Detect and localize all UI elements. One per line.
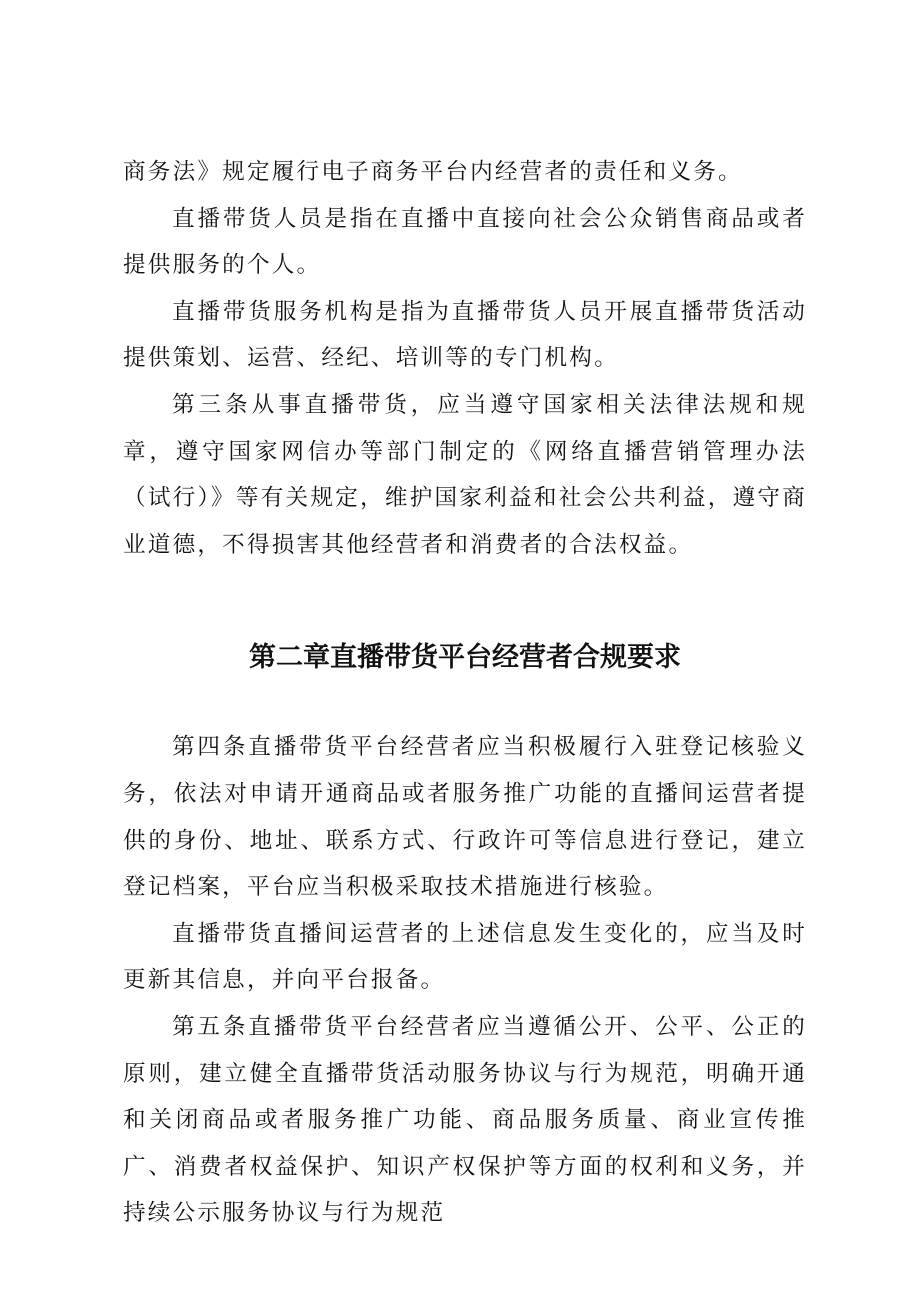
paragraph-info-update: 直播带货直播间运营者的上述信息发生变化的，应当及时更新其信息，并向平台报备。 <box>123 920 807 994</box>
chapter-title: 第二章直播带货平台经营者合规要求 <box>249 642 681 674</box>
paragraph-service-agency: 直播带货服务机构是指为直播带货人员开展直播带货活动提供策划、运营、经纪、培训等的专门机构。 <box>123 298 807 372</box>
paragraph-livestream-personnel: 直播带货人员是指在直播中直接向社会公众销售商品或者提供服务的个人。 <box>123 205 807 279</box>
document-body <box>123 149 807 1237</box>
paragraph-article-3: 第三条从事直播带货，应当遵守国家相关法律法规和规章，遵守国家网信办等部门制定的《网络直播营销管理办法（试行）》等有关规定，维护国家利益和社会公共利益，遵守商业道德，不得损害其他经营者和消费者的合法权益。 <box>123 391 807 558</box>
paragraph-article-4: 第四条直播带货平台经营者应当积极履行入驻登记核验义务，依法对申请开通商品或者服务推广功能的直播间运营者提供的身份、地址、联系方式、行政许可等信息进行登记，建立登记档案，平台应当积极采取技术措施进行核验。 <box>123 734 807 901</box>
paragraph-continuation: 商务法》规定履行电子商务平台内经营者的责任和义务。 <box>123 159 743 185</box>
paragraph-article-5: 第五条直播带货平台经营者应当遵循公开、公平、公正的原则，建立健全直播带货活动服务协议与行为规范，明确开通和关闭商品或者服务推广功能、商品服务质量、商业宣传推广、消费者权益保护、知识产权保护等方面的权利和义务，并持续公示服务协议与行为规范 <box>123 1013 807 1227</box>
